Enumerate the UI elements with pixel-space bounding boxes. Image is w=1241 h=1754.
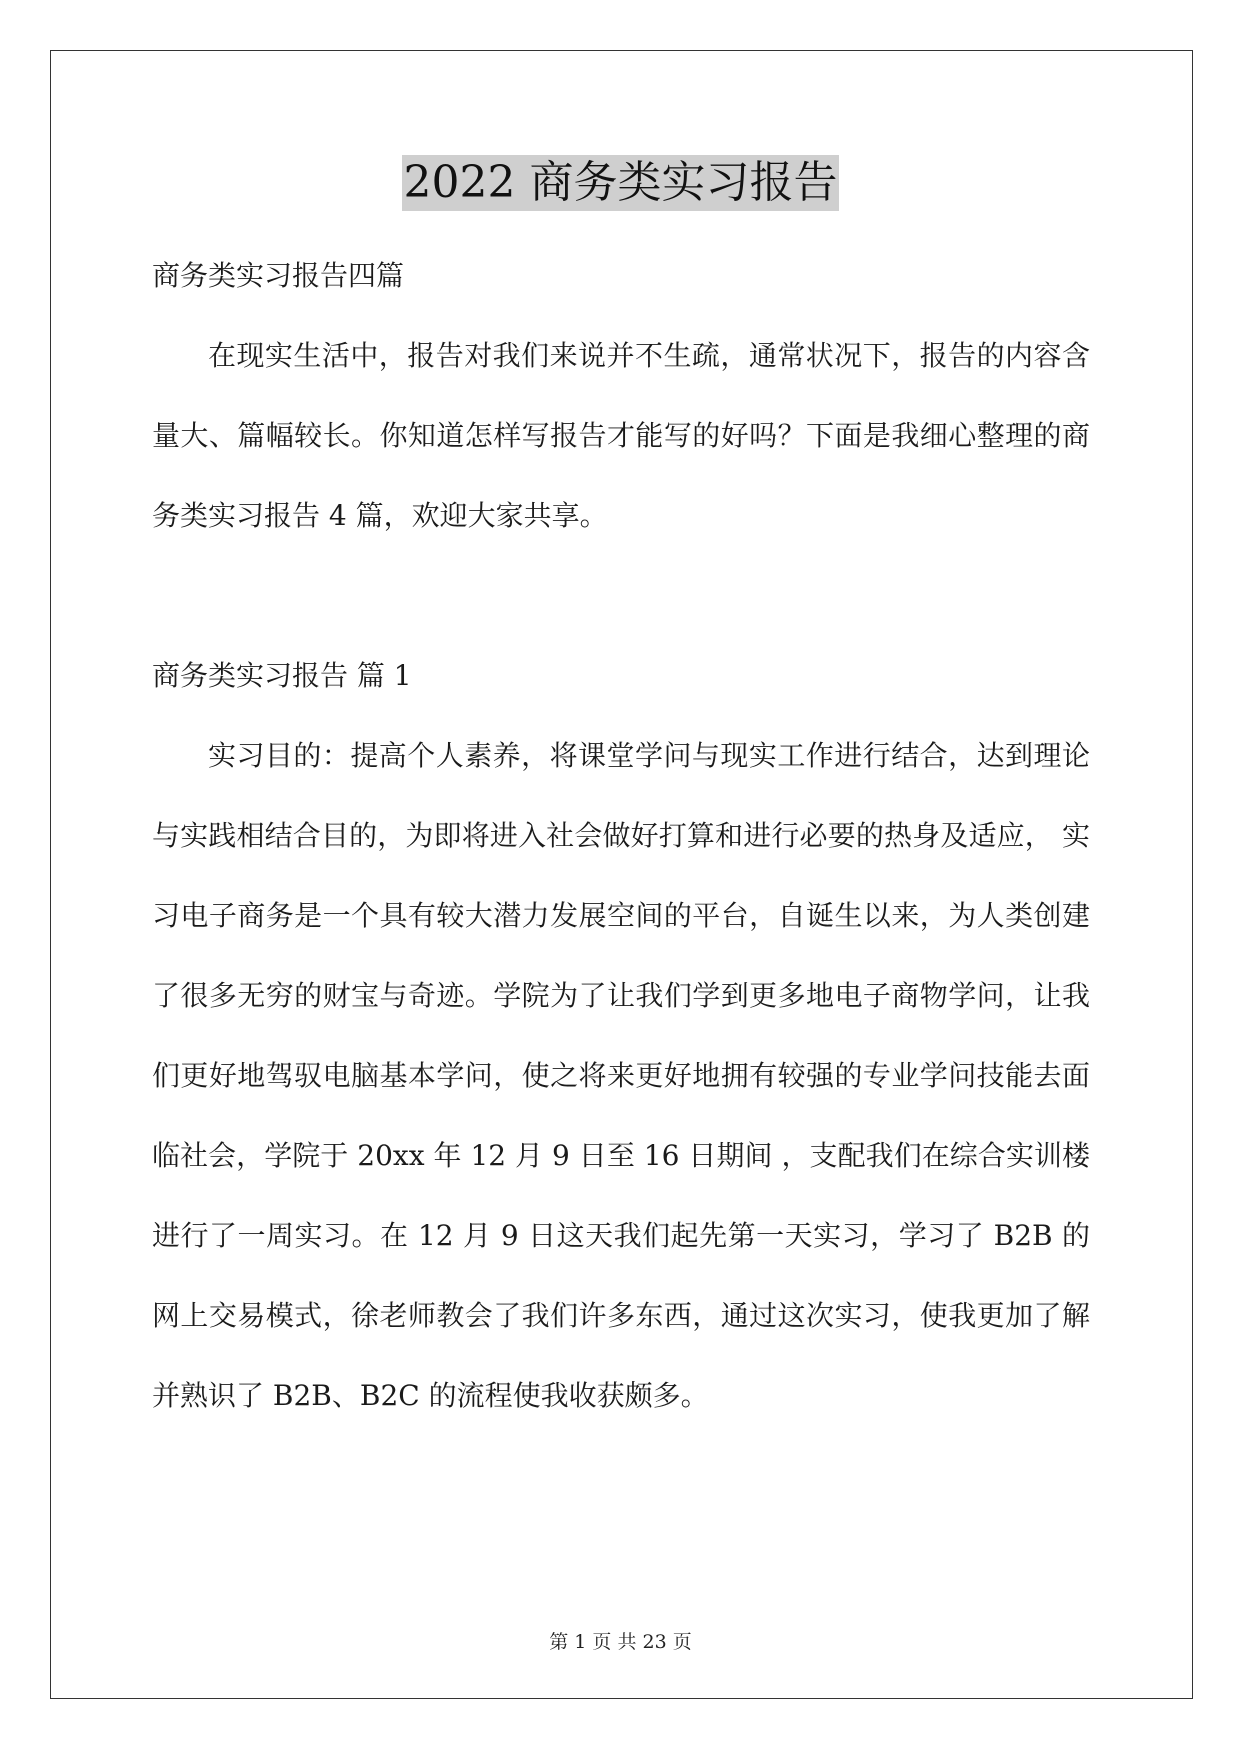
intro-paragraph: 在现实生活中，报告对我们来说并不生疏，通常状况下，报告的内容含量大、篇幅较长。你知道怎样写报告才能写的好吗？下面是我细心整理的商务类实习报告 4 篇，欢迎大家共享。 (152, 339, 1090, 532)
document-subtitle: 商务类实习报告四篇 (152, 259, 405, 292)
section-paragraph: 实习目的：提高个人素养，将课堂学问与现实工作进行结合，达到理论与实践相结合目的，为即将进入社会做好打算和进行必要的热身及适应， 实习电子商务是一个具有较大潜力发展空间的平台，自诞生以来，为人类创建了很多无穷的财宝与奇迹。学院为了让我们学到更多地电子商物学问，让我们更好地驾驭电脑基本学问，使之将来更好地拥有较强的专业学问技能去面临社会，学院于 20xx 年 12 月 9 日至 16 日期间 ，支配我们在综合实训楼进行了一周实习。在 12 月 9 日这天我们起先第一天实习，学习了 B2B 的网上交易模式，徐老师教会了我们许多东西，通过这次实习，使我更加了解并熟识了 B2B、B2C 的流程使我收获颇多。 (152, 739, 1090, 1412)
section-heading: 商务类实习报告 篇 1 (152, 659, 412, 692)
document-title: 2022 商务类实习报告 (402, 155, 840, 211)
paragraph-gap (152, 556, 1090, 636)
page-footer: 第 1 页 共 23 页 (549, 1631, 692, 1653)
document-body (152, 236, 1090, 1436)
title-container (0, 155, 1241, 211)
